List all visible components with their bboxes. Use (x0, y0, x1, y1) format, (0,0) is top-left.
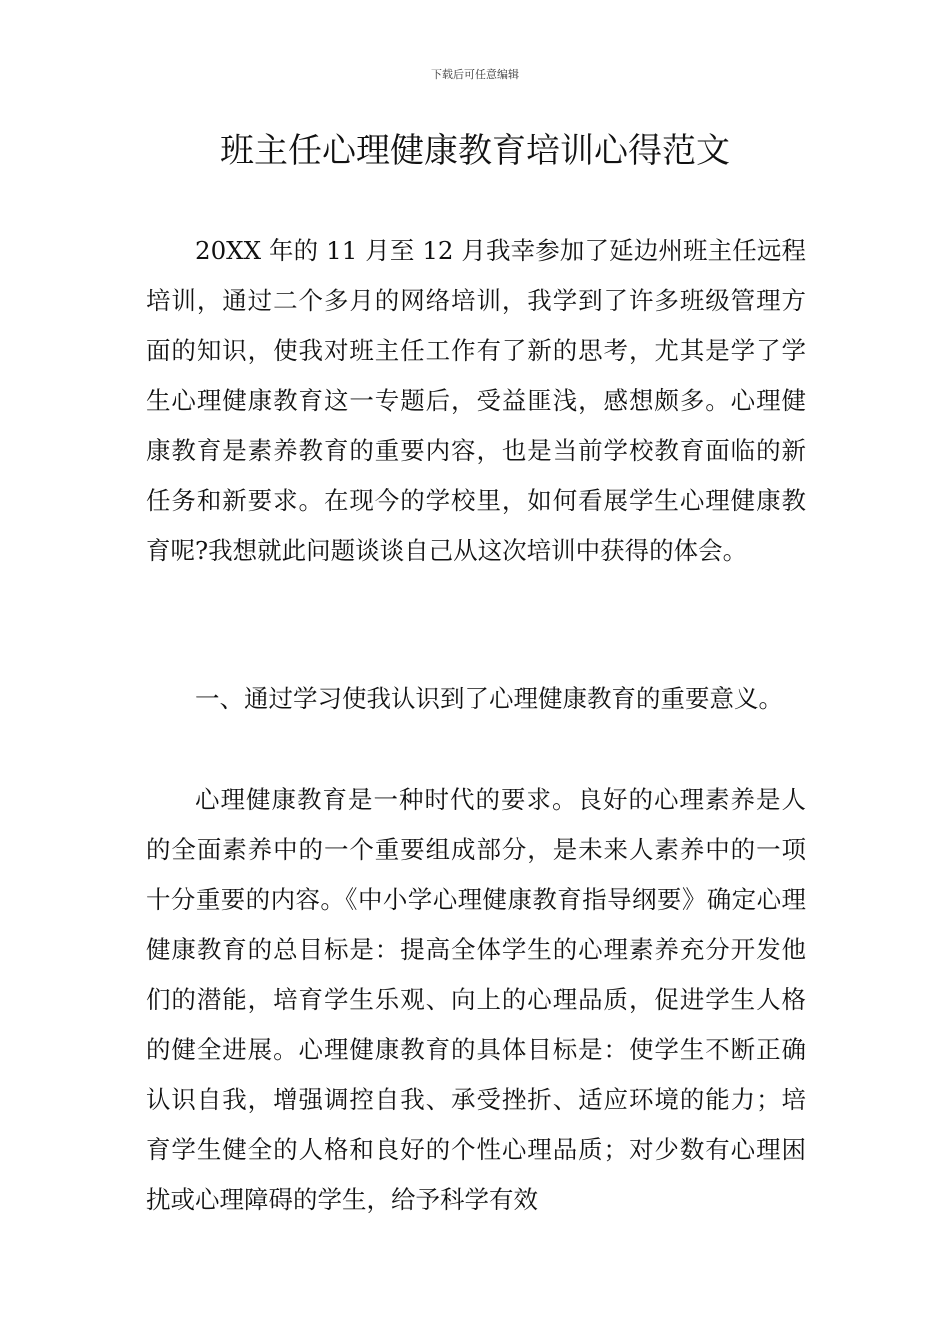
paragraph-intro: 20XX 年的 11 月至 12 月我幸参加了延边州班主任远程培训，通过二个多月的网络培训，我学到了许多班级管理方面的知识，使我对班主任工作有了新的思考，尤其是学了学生心理健康教育这一专题后，受益匪浅，感想颇多。心理健康教育是素养教育的重要内容，也是当前学校教育面临的新任务和新要求。在现今的学校里，如何看展学生心理健康教育呢?我想就此问题谈谈自己从这次培训中获得的体会。 (146, 236, 806, 565)
paragraph-significance: 心理健康教育是一种时代的要求。良好的心理素养是人的全面素养中的一个重要组成部分，是未来人素养中的一项十分重要的内容。《中小学心理健康教育指导纲要》确定心理健康教育的总目标是：提高全体学生的心理素养充分开发他们的潜能，培育学生乐观、向上的心理品质，促进学生人格的健全进展。心理健康教育的具体目标是：使学生不断正确认识自我，增强调控自我、承受挫折、适应环境的能力；培育学生健全的人格和良好的个性心理品质；对少数有心理困扰或心理障碍的学生，给予科学有效 (146, 785, 806, 1214)
document-title: 班主任心理健康教育培训心得范文 (220, 131, 730, 171)
page-header-note: 下载后可任意编辑 (431, 68, 519, 81)
section-heading-1: 一、通过学习使我认识到了心理健康教育的重要意义。 (195, 684, 783, 713)
